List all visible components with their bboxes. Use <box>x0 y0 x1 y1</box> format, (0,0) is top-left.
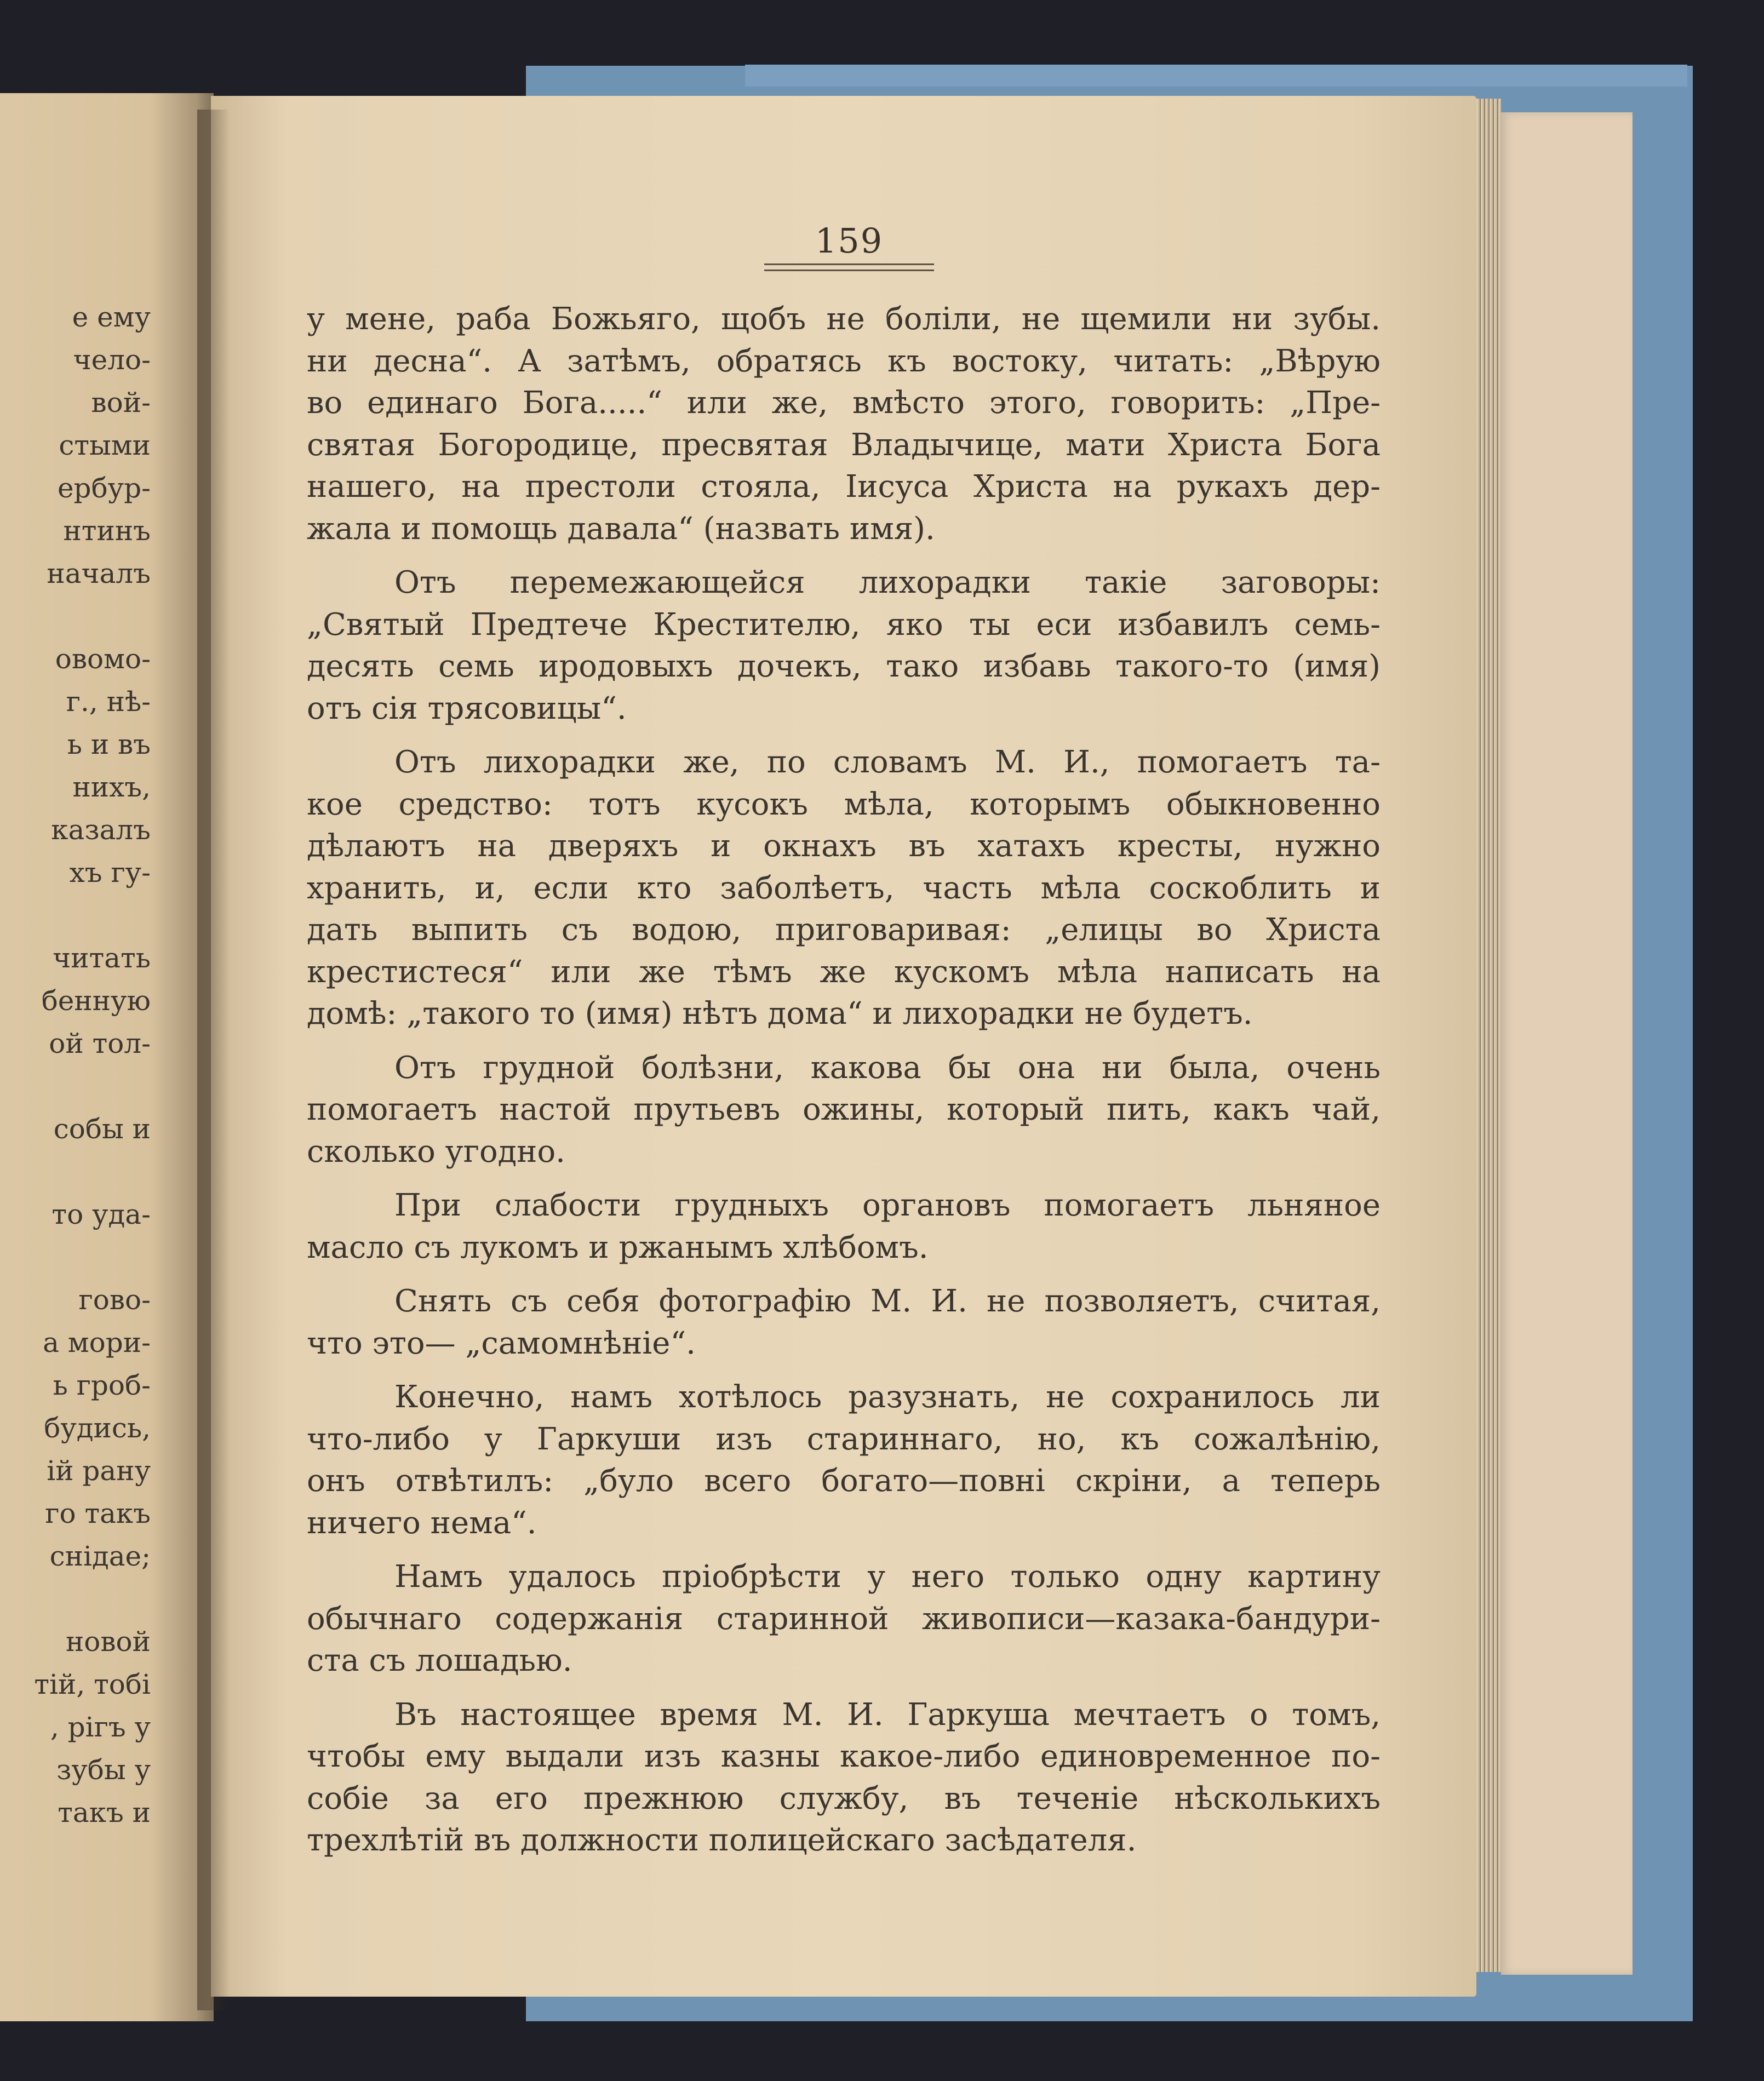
text-line: домѣ: „такого то (имя) нѣтъ дома“ и лихорадки не будетъ. <box>307 996 1253 1031</box>
text-line: „Святый Предтече Крестителю, яко ты еси избавилъ семь- <box>307 606 1381 643</box>
text-line: дать выпить съ водою, приговаривая: „елицы во Христа <box>307 912 1381 948</box>
text-line: масло съ лукомъ и ржанымъ хлѣбомъ. <box>307 1229 929 1265</box>
fore-edge-page-stack <box>1474 99 1501 1972</box>
left-page-line: то уда- <box>51 1199 151 1230</box>
left-page-line: началъ <box>47 558 151 589</box>
left-page-line: го такъ <box>45 1498 151 1529</box>
text-line: Конечно, намъ хотѣлось разузнать, не сохранилось ли <box>394 1379 1381 1415</box>
left-page-line <box>0 1236 151 1279</box>
left-page-line: ій рану <box>47 1455 151 1487</box>
page-body-text <box>307 299 1381 1874</box>
left-page-line: а мори- <box>43 1327 151 1358</box>
text-line: дѣлаютъ на дверяхъ и окнахъ въ хатахъ кресты, нужно <box>307 828 1381 864</box>
paragraph <box>307 1377 1381 1544</box>
left-page-line: овомо- <box>55 643 151 675</box>
left-page-text <box>0 296 151 1834</box>
paragraph <box>307 299 1381 550</box>
left-page-line: гово- <box>78 1284 151 1316</box>
left-page-line: читать <box>53 942 151 974</box>
paragraph <box>307 1185 1381 1269</box>
gutter-shadow <box>197 110 230 2010</box>
left-page-line: будись, <box>44 1412 151 1444</box>
text-line: нашего, на престоли стояла, Іисуса Христа на рукахъ дер- <box>307 469 1381 505</box>
text-line: крестистеся“ или же тѣмъ же кускомъ мѣла написать на <box>307 954 1381 990</box>
text-line: ничего нема“. <box>307 1505 537 1541</box>
left-page-line: казалъ <box>51 814 151 846</box>
left-facing-page <box>0 93 214 2021</box>
paragraph <box>307 1281 1381 1365</box>
text-line: кое средство: тотъ кусокъ мѣла, которымъ обыкновенно <box>307 786 1381 822</box>
left-page-line: тій, тобі <box>34 1669 151 1700</box>
text-line: Въ настоящее время М. И. Гаркуша мечтаетъ о томъ, <box>394 1696 1381 1733</box>
book-cover-edge <box>745 65 1687 87</box>
text-line: Отъ лихорадки же, по словамъ М. И., помогаетъ та- <box>394 744 1381 780</box>
text-line: ни десна“. А затѣмъ, обратясь къ востоку, читать: „Вѣрую <box>307 343 1381 379</box>
left-page-line: снідае; <box>49 1540 151 1572</box>
page-number: 159 <box>815 221 884 261</box>
page-header <box>764 222 934 271</box>
text-line: ста съ лошадью. <box>307 1643 572 1678</box>
left-page-line: нтинъ <box>63 515 151 547</box>
left-page-line: нихъ, <box>72 771 151 803</box>
text-line: обычнаго содержанія старинной живописи—казака-бандури- <box>307 1601 1381 1637</box>
text-line: что это— „самомнѣніе“. <box>307 1325 696 1361</box>
paragraph <box>307 742 1381 1035</box>
paragraph <box>307 562 1381 730</box>
text-line: Отъ грудной болѣзни, какова бы она ни была, очень <box>394 1050 1381 1086</box>
page-number-rule <box>764 263 934 271</box>
left-page-line: е ему <box>72 301 151 333</box>
paragraph <box>307 1556 1381 1682</box>
left-page-line: собы и <box>53 1113 151 1145</box>
left-page-line: , рігъ у <box>50 1711 151 1743</box>
left-page-line <box>0 595 151 638</box>
text-line: помогаетъ настой прутьевъ ожины, который пить, какъ чай, <box>307 1092 1381 1127</box>
text-line: отъ сія трясовицы“. <box>307 690 627 726</box>
left-page-line <box>0 1578 151 1620</box>
text-line: трехлѣтій въ должности полицейскаго засѣдателя. <box>307 1822 1137 1858</box>
left-page-line: вой- <box>91 387 151 419</box>
text-line: у мене, раба Божьяго, щобъ не боліли, не щемили ни зубы. <box>307 301 1381 337</box>
left-page-line <box>0 1150 151 1193</box>
left-page-line: ь и въ <box>67 729 151 760</box>
left-page-line: г., нѣ- <box>66 686 151 718</box>
left-page-line: хъ гу- <box>69 857 151 888</box>
left-page-line: бенную <box>41 985 151 1017</box>
text-line: Отъ перемежающейся лихорадки такіе заговоры: <box>394 565 1381 600</box>
text-line: При слабости грудныхъ органовъ помогаетъ льняное <box>394 1188 1381 1223</box>
left-page-line: стыми <box>59 429 151 461</box>
text-line: онъ отвѣтилъ: „було всего богато—повні скріни, а теперь <box>307 1463 1381 1499</box>
left-page-line: такъ и <box>58 1797 151 1828</box>
back-leaf <box>1501 112 1633 1975</box>
text-line: хранить, и, если кто заболѣетъ, часть мѣла соскоблить и <box>307 870 1381 906</box>
left-page-line: ь гроб- <box>53 1369 151 1401</box>
left-page-line: зубы у <box>56 1754 151 1786</box>
text-line: что-либо у Гаркуши изъ стариннаго, но, къ сожалѣнію, <box>307 1421 1381 1457</box>
text-line: десять семь иродовыхъ дочекъ, тако избавь такого-то (имя) <box>307 649 1381 684</box>
left-page-line: ой тол- <box>49 1028 151 1059</box>
left-page-line <box>0 894 151 937</box>
left-page-line: ербур- <box>57 472 151 504</box>
text-line: святая Богородице, пресвятая Владычице, мати Христа Бога <box>307 427 1381 463</box>
text-line: чтобы ему выдали изъ казны какое-либо единовременное по- <box>307 1739 1381 1774</box>
text-line: во единаго Бога.....“ или же, вмѣсто этого, говорить: „Пре- <box>307 385 1381 421</box>
left-page-line: новой <box>65 1626 151 1658</box>
text-line: сколько угодно. <box>307 1133 565 1170</box>
text-line: Снять съ себя фотографію М. И. не позволяетъ, считая, <box>394 1283 1381 1319</box>
text-line: собіе за его прежнюю службу, въ теченіе нѣсколькихъ <box>307 1780 1381 1816</box>
left-page-line <box>0 1065 151 1108</box>
paragraph <box>307 1047 1381 1173</box>
text-line: жала и помощь давала“ (назвать имя). <box>307 511 935 547</box>
text-line: Намъ удалось пріобрѣсти у него только одну картину <box>394 1559 1381 1595</box>
paragraph <box>307 1694 1381 1862</box>
left-page-line: чело- <box>73 344 151 376</box>
